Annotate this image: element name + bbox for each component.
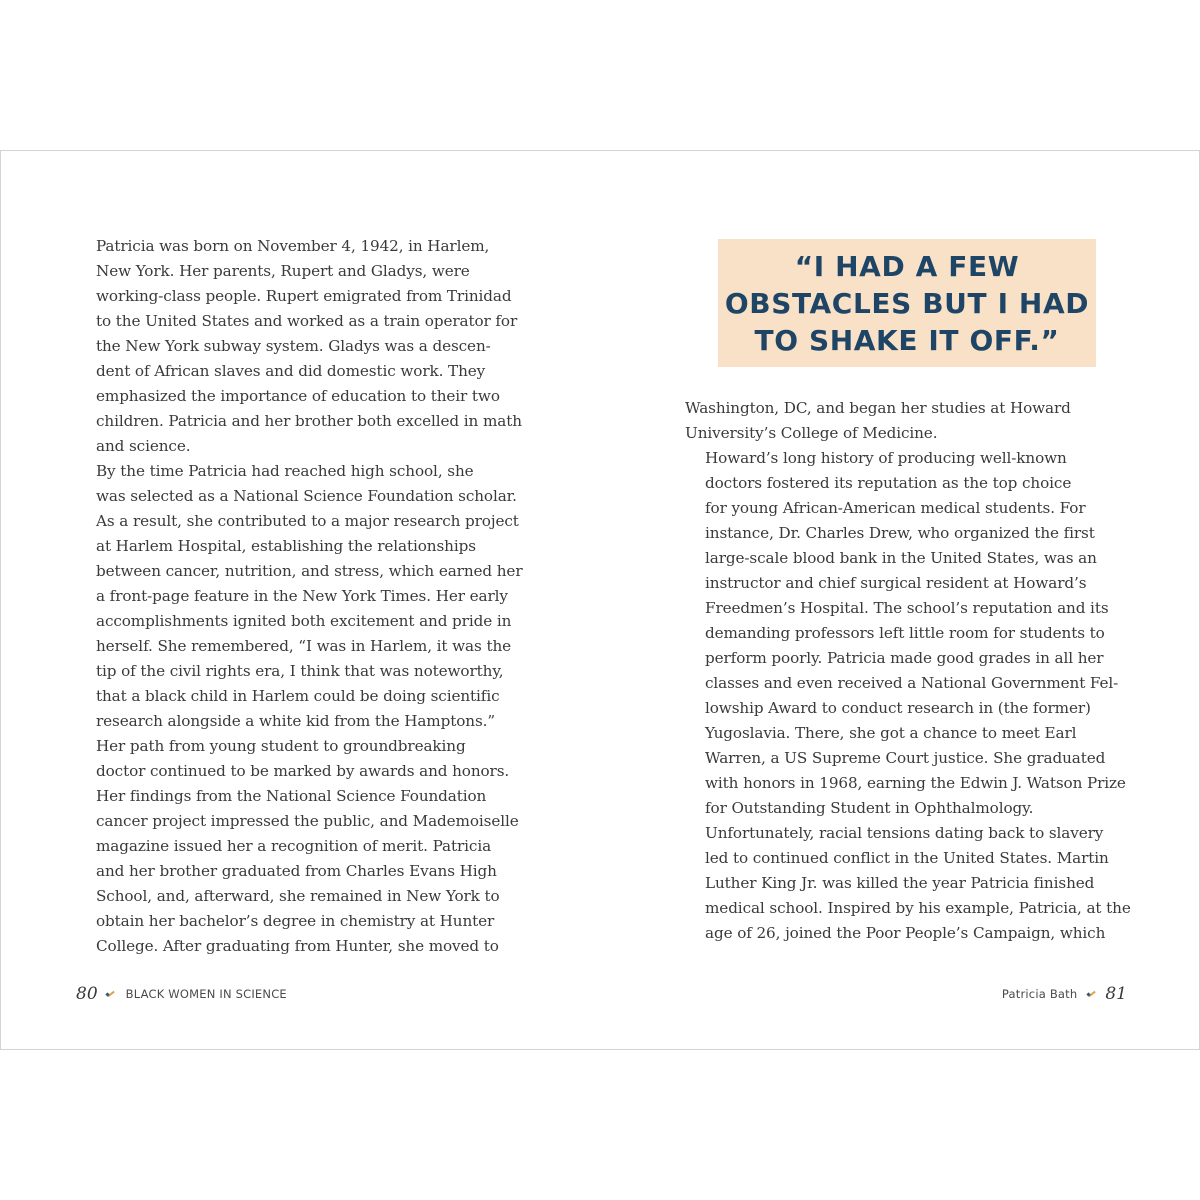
paragraph xyxy=(76,459,526,734)
text-line: age of 26, joined the Poor People’s Campaign, which xyxy=(705,924,1106,942)
text-line: tip of the civil rights era, I think that was noteworthy, xyxy=(96,662,504,680)
text-line: working-class people. Rupert emigrated from Trinidad xyxy=(96,287,512,305)
right-page-body xyxy=(685,396,1133,946)
text-line: the New York subway system. Gladys was a descen- xyxy=(96,337,491,355)
text-line: for Outstanding Student in Ophthalmology. xyxy=(705,799,1034,817)
page-number: 80 xyxy=(76,984,98,1004)
text-line: College. After graduating from Hunter, she moved to xyxy=(96,937,499,955)
text-line: cancer project impressed the public, and Mademoiselle xyxy=(96,812,519,830)
paragraph xyxy=(685,446,1133,821)
pull-quote-line: TO SHAKE IT OFF.” xyxy=(754,323,1060,357)
text-line: instructor and chief surgical resident at Howard’s xyxy=(705,574,1087,592)
text-line: magazine issued her a recognition of merit. Patricia xyxy=(96,837,492,855)
running-head: BLACK WOMEN IN SCIENCE xyxy=(125,987,287,1001)
left-page-body xyxy=(76,234,526,959)
text-line: dent of African slaves and did domestic work. They xyxy=(96,362,486,380)
page-number: 81 xyxy=(1105,984,1127,1004)
text-line: Patricia was born on November 4, 1942, in Harlem, xyxy=(96,237,490,255)
left-folio xyxy=(76,984,287,1004)
text-line: Unfortunately, racial tensions dating back to slavery xyxy=(705,824,1104,842)
text-line: Yugoslavia. There, she got a chance to meet Earl xyxy=(705,724,1077,742)
pull-quote-line: OBSTACLES BUT I HAD xyxy=(724,286,1090,320)
right-folio xyxy=(1002,984,1127,1004)
text-line: large-scale blood bank in the United States, was an xyxy=(705,549,1097,567)
text-line: perform poorly. Patricia made good grades in all her xyxy=(705,649,1104,667)
left-page xyxy=(1,151,601,1049)
text-line: to the United States and worked as a train operator for xyxy=(96,312,518,330)
text-line: instance, Dr. Charles Drew, who organized the first xyxy=(705,524,1095,542)
text-line: at Harlem Hospital, establishing the relationships xyxy=(96,537,476,555)
right-page xyxy=(601,151,1199,1049)
text-line: Howard’s long history of producing well-known xyxy=(705,449,1067,467)
pull-quote-line: “I HAD A FEW xyxy=(794,249,1020,283)
text-line: classes and even received a National Government Fel- xyxy=(705,674,1119,692)
text-line: a front-page feature in the New York Times. Her early xyxy=(96,587,508,605)
text-line: School, and, afterward, she remained in New York to xyxy=(96,887,500,905)
text-line: Washington, DC, and began her studies at Howard xyxy=(685,399,1071,417)
paragraph xyxy=(685,821,1133,946)
text-line: doctors fostered its reputation as the top choice xyxy=(705,474,1072,492)
text-line: accomplishments ignited both excitement and pride in xyxy=(96,612,512,630)
text-line: herself. She remembered, “I was in Harlem, it was the xyxy=(96,637,512,655)
text-line: with honors in 1968, earning the Edwin J. Watson Prize xyxy=(705,774,1126,792)
running-head: Patricia Bath xyxy=(1001,987,1078,1001)
book-spread xyxy=(0,150,1200,1050)
paragraph xyxy=(76,734,526,959)
text-line: research alongside a white kid from the Hamptons.” xyxy=(96,712,496,730)
text-line: Warren, a US Supreme Court justice. She graduated xyxy=(705,749,1106,767)
text-line: between cancer, nutrition, and stress, which earned her xyxy=(96,562,523,580)
text-line: Luther King Jr. was killed the year Patricia finished xyxy=(705,874,1095,892)
text-line: medical school. Inspired by his example, Patricia, at the xyxy=(705,899,1131,917)
text-line: Freedmen’s Hospital. The school’s reputation and its xyxy=(705,599,1109,617)
text-line: Her path from young student to groundbreaking xyxy=(96,737,466,755)
paragraph xyxy=(685,396,1133,446)
text-line: for young African-American medical students. For xyxy=(705,499,1086,517)
pull-quote xyxy=(718,239,1096,367)
paragraph xyxy=(76,234,526,459)
text-line: Her findings from the National Science Foundation xyxy=(96,787,487,805)
text-line: demanding professors left little room for students to xyxy=(705,624,1105,642)
text-line: emphasized the importance of education to their two xyxy=(96,387,500,405)
text-line: By the time Patricia had reached high school, she xyxy=(96,462,474,480)
pencil-ornament-icon xyxy=(106,989,116,999)
text-line: led to continued conflict in the United States. Martin xyxy=(705,849,1109,867)
pencil-ornament-icon xyxy=(1087,989,1097,999)
text-line: and her brother graduated from Charles Evans High xyxy=(96,862,497,880)
text-line: doctor continued to be marked by awards and honors. xyxy=(96,762,510,780)
text-line: and science. xyxy=(96,437,191,455)
text-line: As a result, she contributed to a major research project xyxy=(96,512,519,530)
text-line: New York. Her parents, Rupert and Gladys, were xyxy=(96,262,470,280)
text-line: was selected as a National Science Foundation scholar. xyxy=(96,487,517,505)
text-line: lowship Award to conduct research in (the former) xyxy=(705,699,1091,717)
text-line: that a black child in Harlem could be doing scientific xyxy=(96,687,500,705)
text-line: children. Patricia and her brother both excelled in math xyxy=(96,412,522,430)
text-line: University’s College of Medicine. xyxy=(685,424,938,442)
text-line: obtain her bachelor’s degree in chemistry at Hunter xyxy=(96,912,495,930)
